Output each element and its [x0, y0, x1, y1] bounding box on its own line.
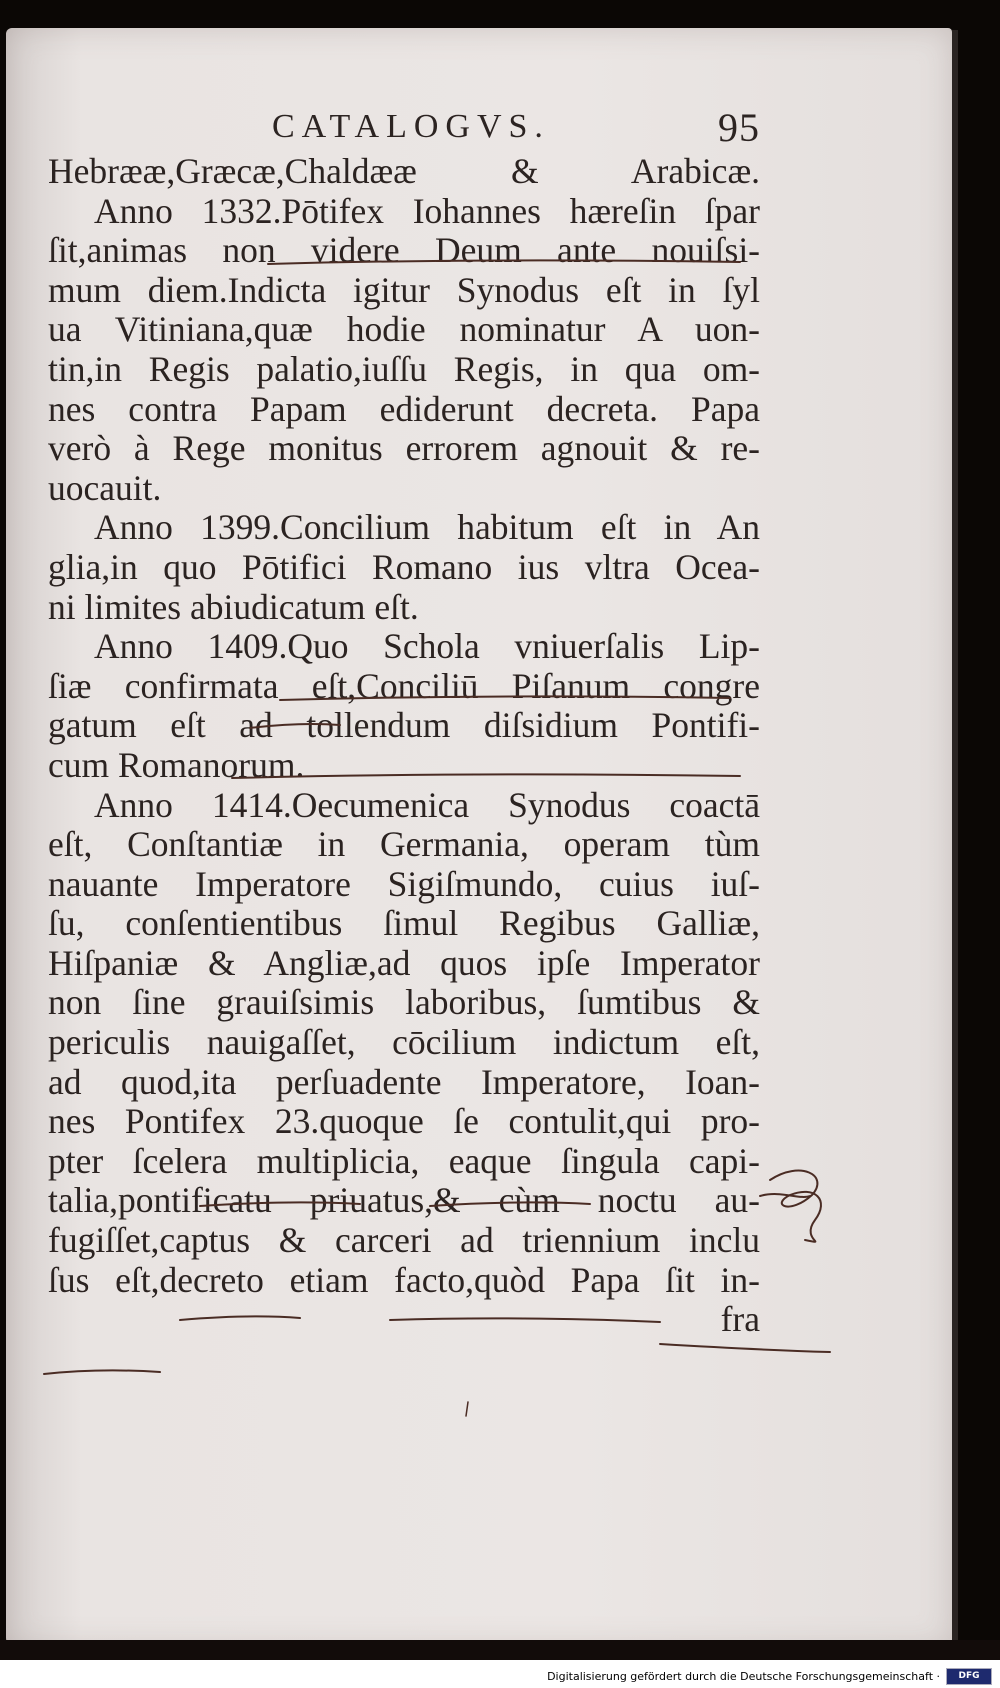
text-line: ſit,animas non videre Deum ante nouiſsi-: [48, 230, 760, 271]
text-line: nes contra Papam ediderunt decreta. Papa: [48, 388, 760, 429]
text-line: eſt, Conſtantiæ in Germania, operam tùm: [48, 824, 760, 865]
page-edge: [952, 30, 958, 1650]
text-line: talia,pontificatu priuatus,& cùm noctu au-: [48, 1180, 760, 1221]
text-line: mum diem.Indicta igitur Synodus eſt in ſyl: [48, 269, 760, 310]
text-line: nes Pontifex 23.quoque ſe contulit,qui pro-: [48, 1101, 760, 1142]
text-line: Hebrææ,Græcæ,Chaldææ & Arabicæ.: [48, 151, 760, 191]
text-line: nauante Imperatore Sigiſmundo, cuius iuſ-: [48, 863, 760, 904]
text-line: cum Romanorum.: [48, 744, 305, 785]
text-line: gatum eſt ad tollendum diſsidium Pontifi-: [48, 705, 760, 746]
text-block: [48, 152, 760, 1340]
text-line: periculis nauigaſſet, cōcilium indictum eſt,: [48, 1022, 760, 1063]
text-line: Hiſpaniæ & Angliæ,ad quos ipſe Imperator: [48, 942, 760, 983]
text-line: ſu, conſentientibus ſimul Regibus Galliæ,: [48, 903, 760, 944]
page-number: 95: [718, 105, 760, 150]
text-line: Anno 1399.Concilium habitum eſt in An: [94, 507, 760, 548]
dfg-logo: DFG: [946, 1668, 992, 1685]
text-line: uocauit.: [48, 467, 162, 508]
text-line: Anno 1332.Pōtifex Iohannes hæreſin ſpar: [94, 190, 760, 231]
text-line: pter ſcelera multiplicia, eaque ſingula capi-: [48, 1140, 760, 1181]
text-line: Anno 1409.Quo Schola vniuerſalis Lip-: [94, 626, 760, 667]
text-line: fugiſſet,captus & carceri ad triennium inclu: [48, 1220, 760, 1261]
text-line: glia,in quo Pōtifici Romano ius vltra Ocea-: [48, 546, 760, 587]
bottom-shadow: [0, 1640, 1000, 1660]
text-line: ad quod,ita perſuadente Imperatore, Ioan-: [48, 1061, 760, 1102]
catchword: fra: [720, 1299, 760, 1340]
text-line: non ſine grauiſsimis laboribus, ſumtibus &: [48, 982, 760, 1023]
text-line: ſus eſt,decreto etiam facto,quòd Papa ſit in-: [48, 1259, 760, 1300]
footer-credit: Digitalisierung gefördert durch die Deutsche Forschungsgemeinschaft ·: [547, 1670, 940, 1683]
text-line: verò à Rege monitus errorem agnouit & re-: [48, 428, 760, 469]
text-line: tin,in Regis palatio,iuſſu Regis, in qua om-: [48, 348, 760, 389]
text-line: ua Vitiniana,quæ hodie nominatur A uon-: [48, 309, 760, 350]
text-line: ſiæ confirmata eſt,Conciliū Piſanum congre: [48, 665, 760, 706]
text-line: Anno 1414.Oecumenica Synodus coactā: [94, 784, 760, 825]
text-line: ni limites abiudicatum eſt.: [48, 586, 419, 627]
running-head: CATALOGVS.: [272, 108, 550, 145]
